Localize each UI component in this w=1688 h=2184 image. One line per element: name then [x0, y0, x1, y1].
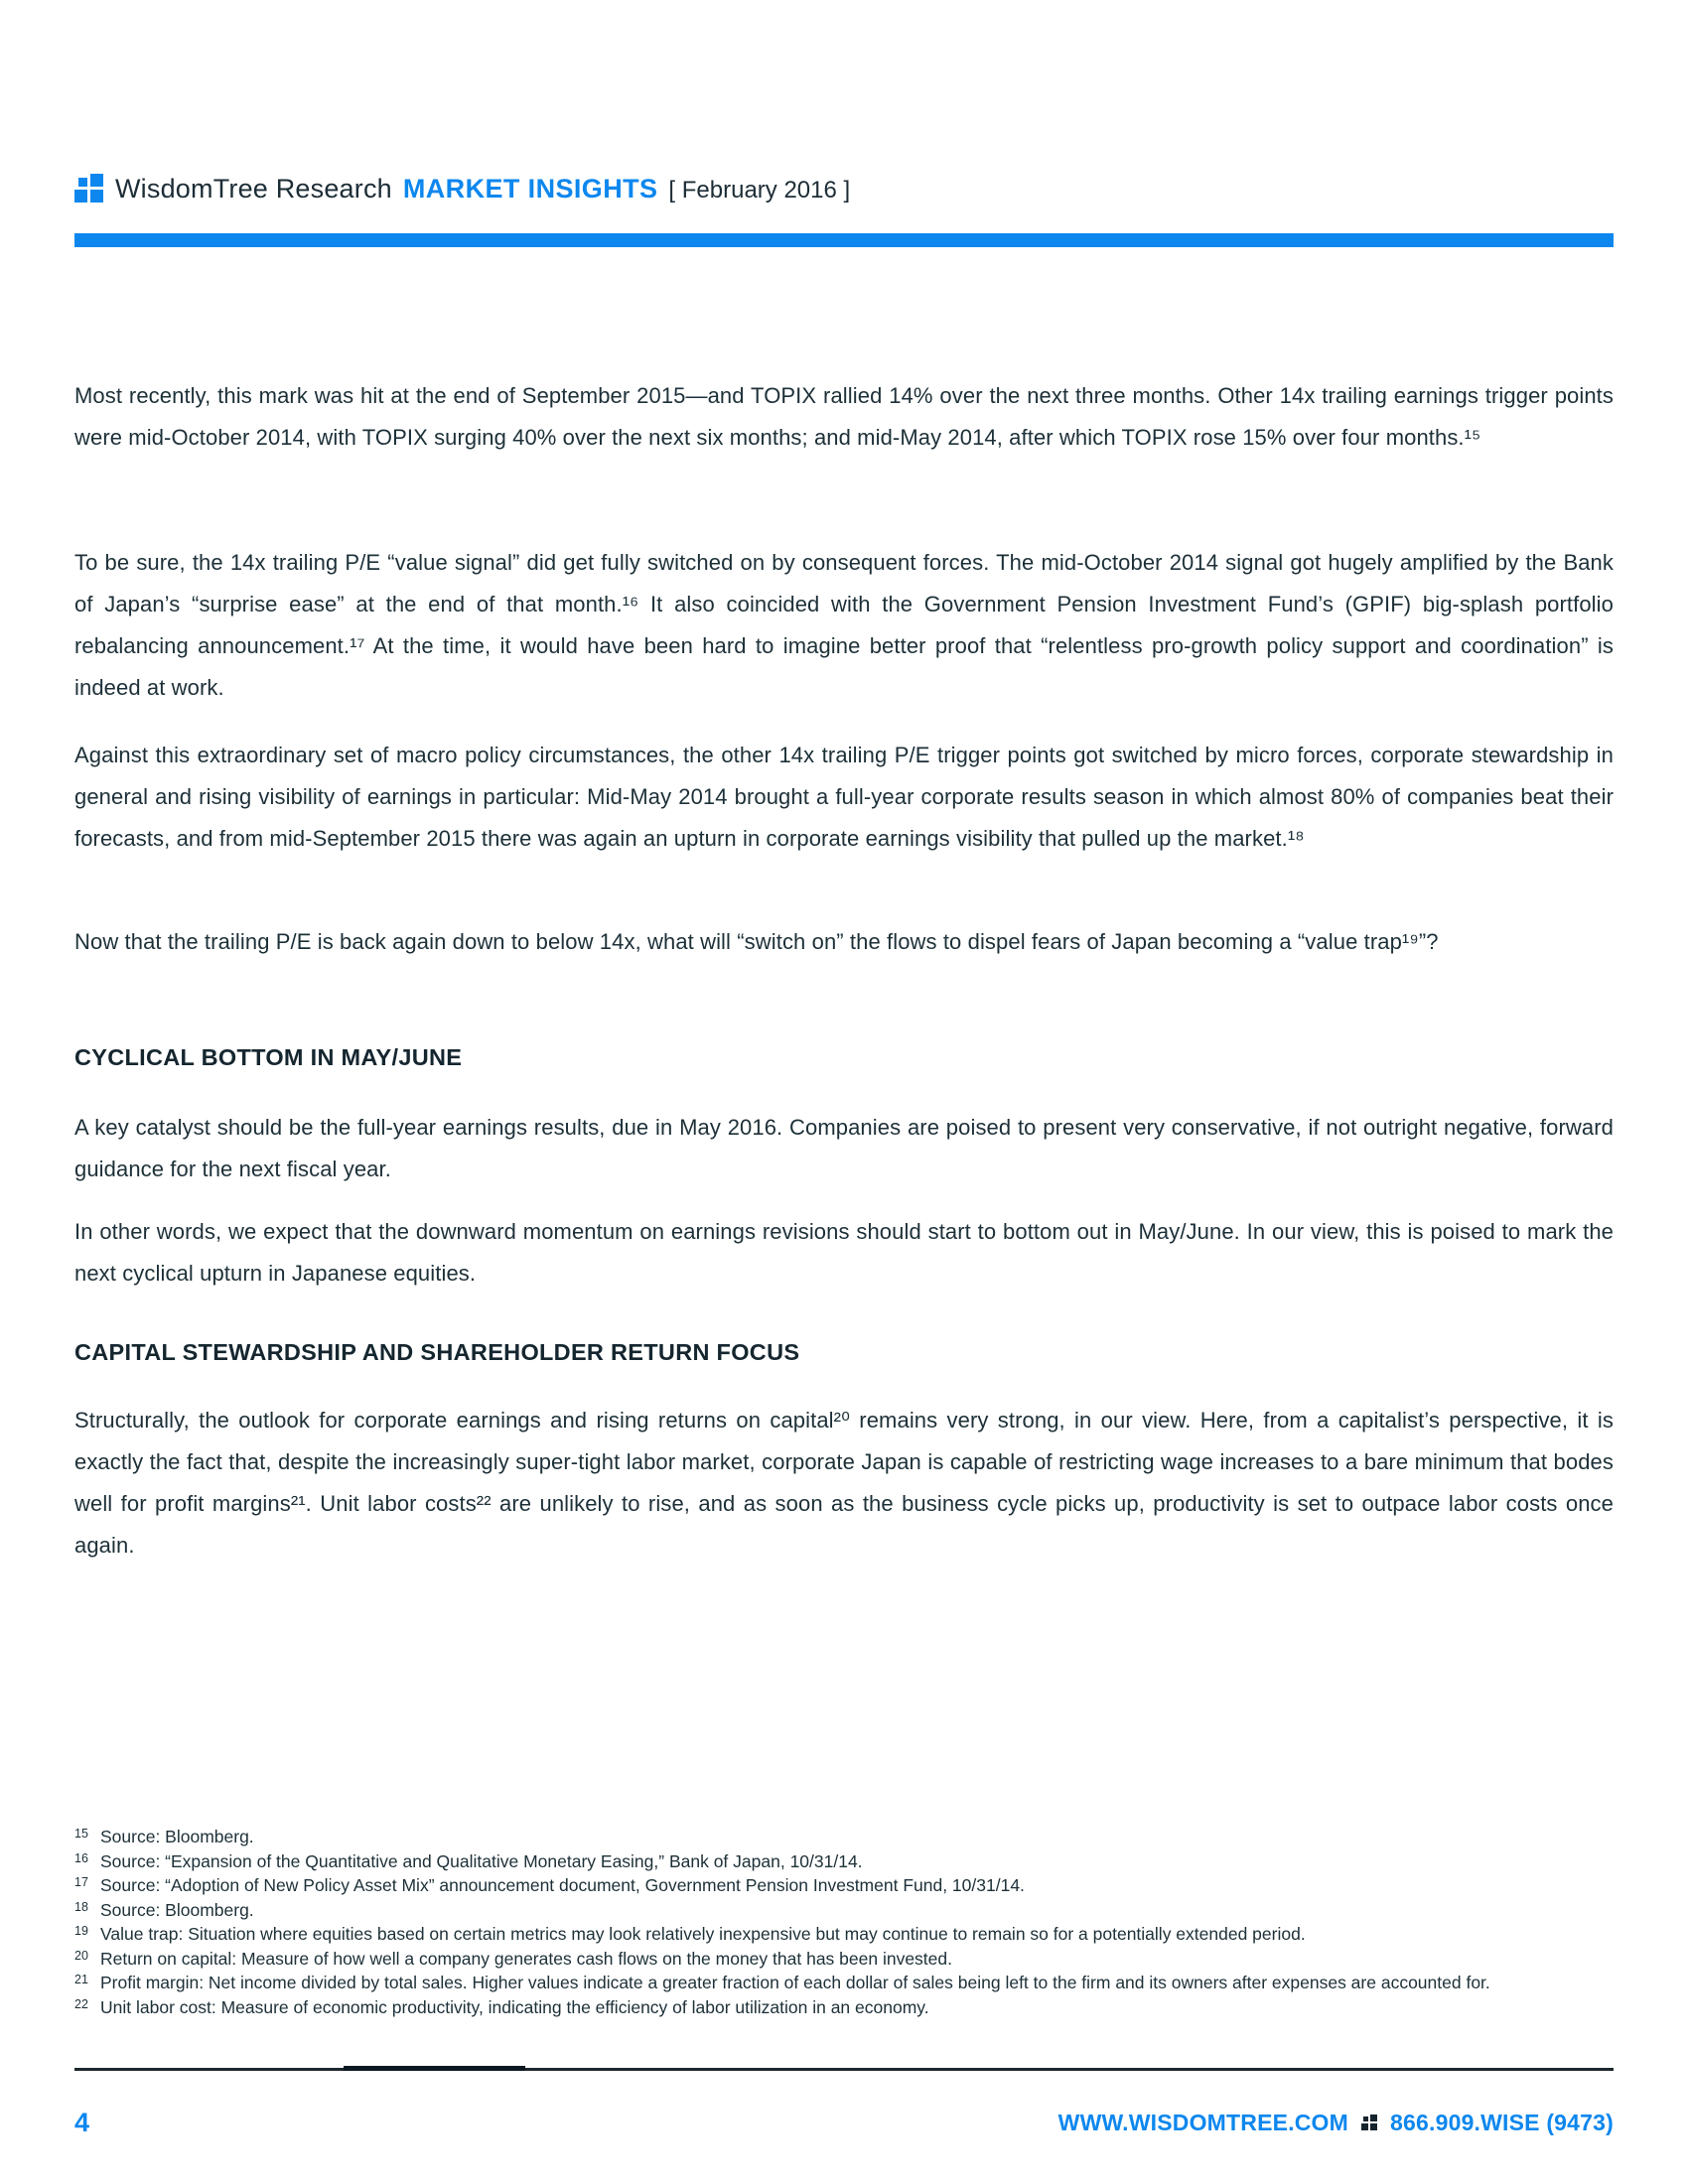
footnote-number: 18: [74, 1899, 88, 1914]
footnote: [74, 1849, 1614, 1874]
footer-website: WWW.WISDOMTREE.COM: [1057, 2109, 1349, 2135]
body-paragraph: In other words, we expect that the downward momentum on earnings revisions should start to bottom out in May/June. In our view, this is poised to mark the next cyclical upturn in Japanese equities.: [74, 1219, 1614, 1286]
footnote-text: Source: Bloomberg.: [100, 1827, 254, 1846]
footnote: [74, 1825, 1614, 1849]
footnote-text: Source: Bloomberg.: [100, 1899, 254, 1920]
body-paragraph: Most recently, this mark was hit at the end of September 2015—and TOPIX rallied 14% over the next three months. Other 14x trailing earnings trigger points were mid-October 2014, with TOPIX surging 40% over the next six months; and mid-May 2014, after which TOPIX rose 15% over four months.¹⁵: [74, 383, 1614, 450]
brand-name: WisdomTree Research: [115, 174, 392, 204]
footnote-number: 21: [74, 1973, 88, 1986]
body-paragraph: Structurally, the outlook for corporate earnings and rising returns on capital²⁰ remains very strong, in our view. Here, from a capitalist’s perspective, it is exactly the fact that, despite the increasingly super-tight labor market, corporate Japan is capable of restricting wage increases to a bare minimum that bodes well for profit margins²¹. Unit labor costs²² are unlikely to rise, and as soon as the business cycle picks up, productivity is set to outpace labor costs once again.: [74, 1408, 1614, 1558]
logo-square: [78, 178, 87, 187]
logo-square: [90, 190, 103, 203]
logo-square: [90, 174, 103, 187]
footnote-text: Profit margin: Net income divided by total sales. Higher values indicate a greater fraction of each dollar of sales being left to the firm and its owners after expenses are accounted for.: [100, 1973, 1490, 1992]
logo-square: [1363, 2116, 1368, 2121]
footnote-number: 16: [74, 1850, 88, 1865]
footnote-text: Source: “Adoption of New Policy Asset Mix” announcement document, Government Pension Investment Fund, 10/31/14.: [100, 1875, 1025, 1895]
footnote: [74, 1995, 1614, 2020]
page-footer: [74, 2105, 1614, 2140]
footnote: [74, 1922, 1614, 1947]
page-header: [115, 169, 1614, 210]
logo-square: [1370, 2115, 1377, 2121]
logo-square: [74, 190, 87, 203]
footnote-number: 22: [74, 1996, 88, 2011]
header-rule: [74, 233, 1614, 247]
body-paragraph: To be sure, the 14x trailing P/E “value signal” did get fully switched on by consequent forces. The mid-October 2014 signal got hugely amplified by the Bank of Japan’s “surprise ease” at the end of that month.¹⁶ It also coincided with the Government Pension Investment Fund’s (GPIF) big-splash portfolio rebalancing announcement.¹⁷ At the time, it would have been hard to imagine better proof that “relentless pro-growth policy support and coordination” is indeed at work.: [74, 550, 1614, 700]
body-paragraph: Now that the trailing P/E is back again down to below 14x, what will “switch on” the flows to dispel fears of Japan becoming a “value trap¹⁹”?: [74, 929, 1439, 954]
footnote: [74, 1873, 1614, 1898]
footnote-text: Unit labor cost: Measure of economic productivity, indicating the efficiency of labor utilization in an economy.: [100, 1996, 929, 2017]
footer-contact: [1058, 2110, 1614, 2136]
logo-square: [1370, 2123, 1377, 2130]
body-paragraph: Against this extraordinary set of macro policy circumstances, the other 14x trailing P/E trigger points got switched by micro forces, corporate stewardship in general and rising visibility of earnings in particular: Mid-May 2014 brought a full-year corporate results season in which almost 80% of companies beat their forecasts, and from mid-September 2015 there was again an upturn in corporate earnings visibility that pulled up the market.¹⁸: [74, 743, 1614, 851]
footer-separator-accent: [344, 2066, 525, 2071]
footnote-text: Value trap: Situation where equities based on certain metrics may look relatively inexpensive but may continue to remain so for a potentially extended period.: [100, 1924, 1306, 1944]
footnote-number: 17: [74, 1875, 88, 1889]
footer-separator-rule: [74, 2068, 1614, 2071]
section-heading-cyclical-bottom: CYCLICAL BOTTOM IN MAY/JUNE: [74, 1044, 463, 1070]
logo-square: [1361, 2123, 1368, 2130]
footnote-number: 19: [74, 1924, 88, 1938]
page-number: 4: [74, 2107, 90, 2137]
publication-title: MARKET INSIGHTS: [402, 174, 658, 204]
footnote: [74, 1971, 1614, 1995]
footnote-number: 15: [74, 1827, 88, 1841]
footnote: [74, 1898, 1614, 1923]
issue-date: [ February 2016 ]: [668, 177, 851, 204]
footnote-number: 20: [74, 1948, 88, 1963]
wisdomtree-logo-icon: [74, 174, 103, 203]
section-heading-capital-stewardship: CAPITAL STEWARDSHIP AND SHAREHOLDER RETURN FOCUS: [74, 1339, 800, 1365]
footnotes-block: [74, 1825, 1614, 2019]
footer-phone: 866.909.WISE (9473): [1390, 2109, 1614, 2135]
body-paragraph: A key catalyst should be the full-year earnings results, due in May 2016. Companies are poised to present very conservative, if not outright negative, forward guidance for the next fiscal year.: [74, 1115, 1614, 1181]
wisdomtree-mark-icon: [1361, 2115, 1377, 2130]
footnote-text: Source: “Expansion of the Quantitative and Qualitative Monetary Easing,” Bank of Japan, 10/31/14.: [100, 1850, 863, 1871]
footnote: [74, 1947, 1614, 1972]
footnote-text: Return on capital: Measure of how well a company generates cash flows on the money that has been invested.: [100, 1948, 952, 1969]
